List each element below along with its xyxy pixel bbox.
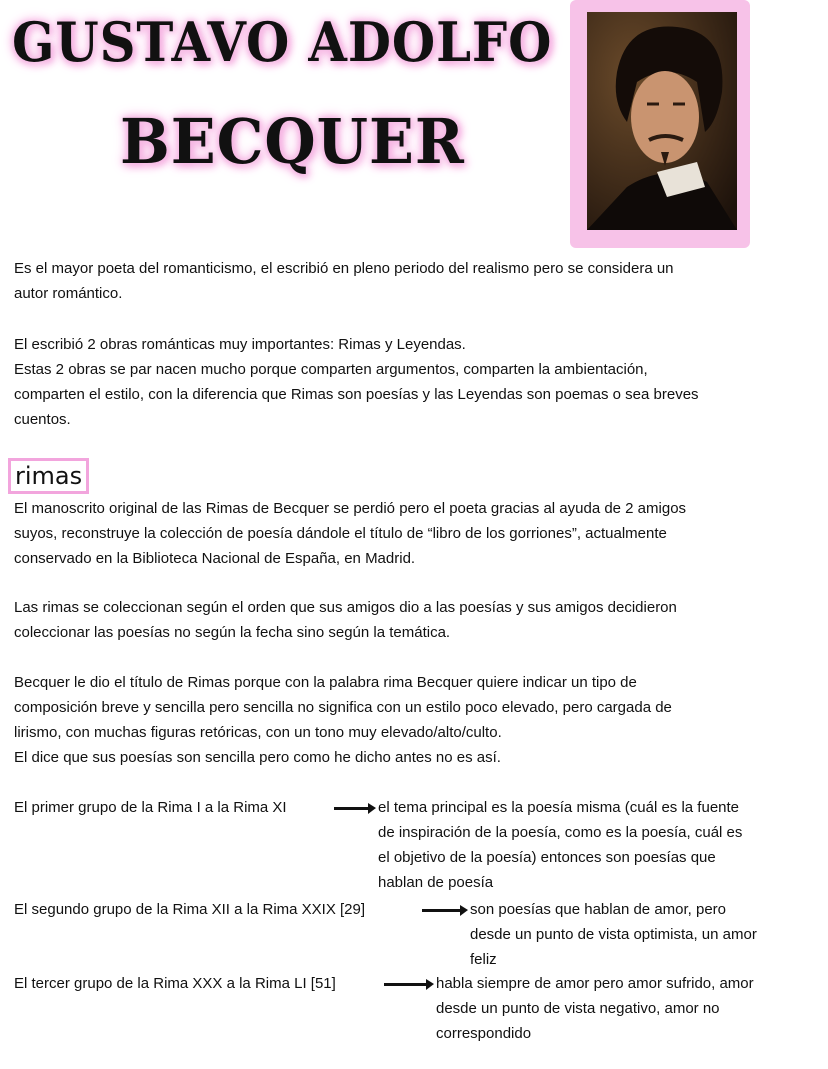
group-description-line: correspondido	[436, 1025, 532, 1042]
group-label: El segundo grupo de la Rima XII a la Rima XXIX [29]	[14, 901, 366, 918]
group-description-line: el objetivo de la poesía) entonces son poesías que	[378, 849, 716, 866]
works-line: comparten el estilo, con la diferencia que Rimas son poesías y las Leyendas son poemas o sea breves	[14, 386, 699, 403]
group-label: El tercer grupo de la Rima XXX a la Rima LI [51]	[14, 975, 336, 992]
orden-line: coleccionar las poesías no según la fecha sino según la temática.	[14, 624, 451, 641]
group-description-line: de inspiración de la poesía, como es la poesía, cuál es	[378, 824, 743, 841]
group-description-line: feliz	[470, 951, 497, 968]
title-line-1: GUSTAVO ADOLFO	[12, 10, 553, 74]
titulo-line: composición breve y sencilla pero sencilla no significa con un estilo poco elevado, pero cargada de	[14, 699, 672, 716]
intro-line: autor romántico.	[14, 285, 123, 302]
manuscrito-line: conservado en la Biblioteca Nacional de España, en Madrid.	[14, 550, 416, 567]
orden-line: Las rimas se coleccionan según el orden que sus amigos dio a las poesías y sus amigos decidieron	[14, 599, 677, 616]
manuscrito-line: El manoscrito original de las Rimas de Becquer se perdió pero el poeta gracias al ayuda de 2 amigos	[14, 500, 687, 517]
works-line: cuentos.	[14, 411, 71, 428]
group-description-line: el tema principal es la poesía misma (cuál es la fuente	[378, 799, 740, 816]
arrow-icon	[334, 807, 370, 810]
group-description-line: habla siempre de amor pero amor sufrido, amor	[436, 975, 754, 992]
titulo-line: Becquer le dio el título de Rimas porque con la palabra rima Becquer quiere indicar un tipo de	[14, 674, 637, 691]
arrow-icon	[384, 983, 428, 986]
group-description-line: desde un punto de vista negativo, amor no	[436, 1000, 720, 1017]
arrow-icon	[422, 909, 462, 912]
titulo-line: El dice que sus poesías son sencilla pero como he dicho antes no es así.	[14, 749, 501, 766]
intro-line: Es el mayor poeta del romanticismo, el escribió en pleno periodo del realismo pero se considera un	[14, 260, 674, 277]
portrait-image	[587, 12, 737, 230]
group-description-line: son poesías que hablan de amor, pero	[470, 901, 727, 918]
works-line: El escribió 2 obras románticas muy importantes: Rimas y Leyendas.	[14, 336, 466, 353]
group-label: El primer grupo de la Rima I a la Rima XI	[14, 799, 287, 816]
titulo-line: lirismo, con muchas figuras retóricas, con un tono muy elevado/alto/culto.	[14, 724, 502, 741]
group-description-line: hablan de poesía	[378, 874, 494, 891]
title-line-2: BECQUER	[120, 105, 465, 178]
works-line: Estas 2 obras se par nacen mucho porque comparten argumentos, comparten la ambientación,	[14, 361, 648, 378]
manuscrito-line: suyos, reconstruye la colección de poesía dándole el título de “libro de los gorriones”, actualmente	[14, 525, 667, 542]
section-heading-rimas: rimas	[8, 458, 89, 494]
group-description-line: desde un punto de vista optimista, un amor	[470, 926, 757, 943]
